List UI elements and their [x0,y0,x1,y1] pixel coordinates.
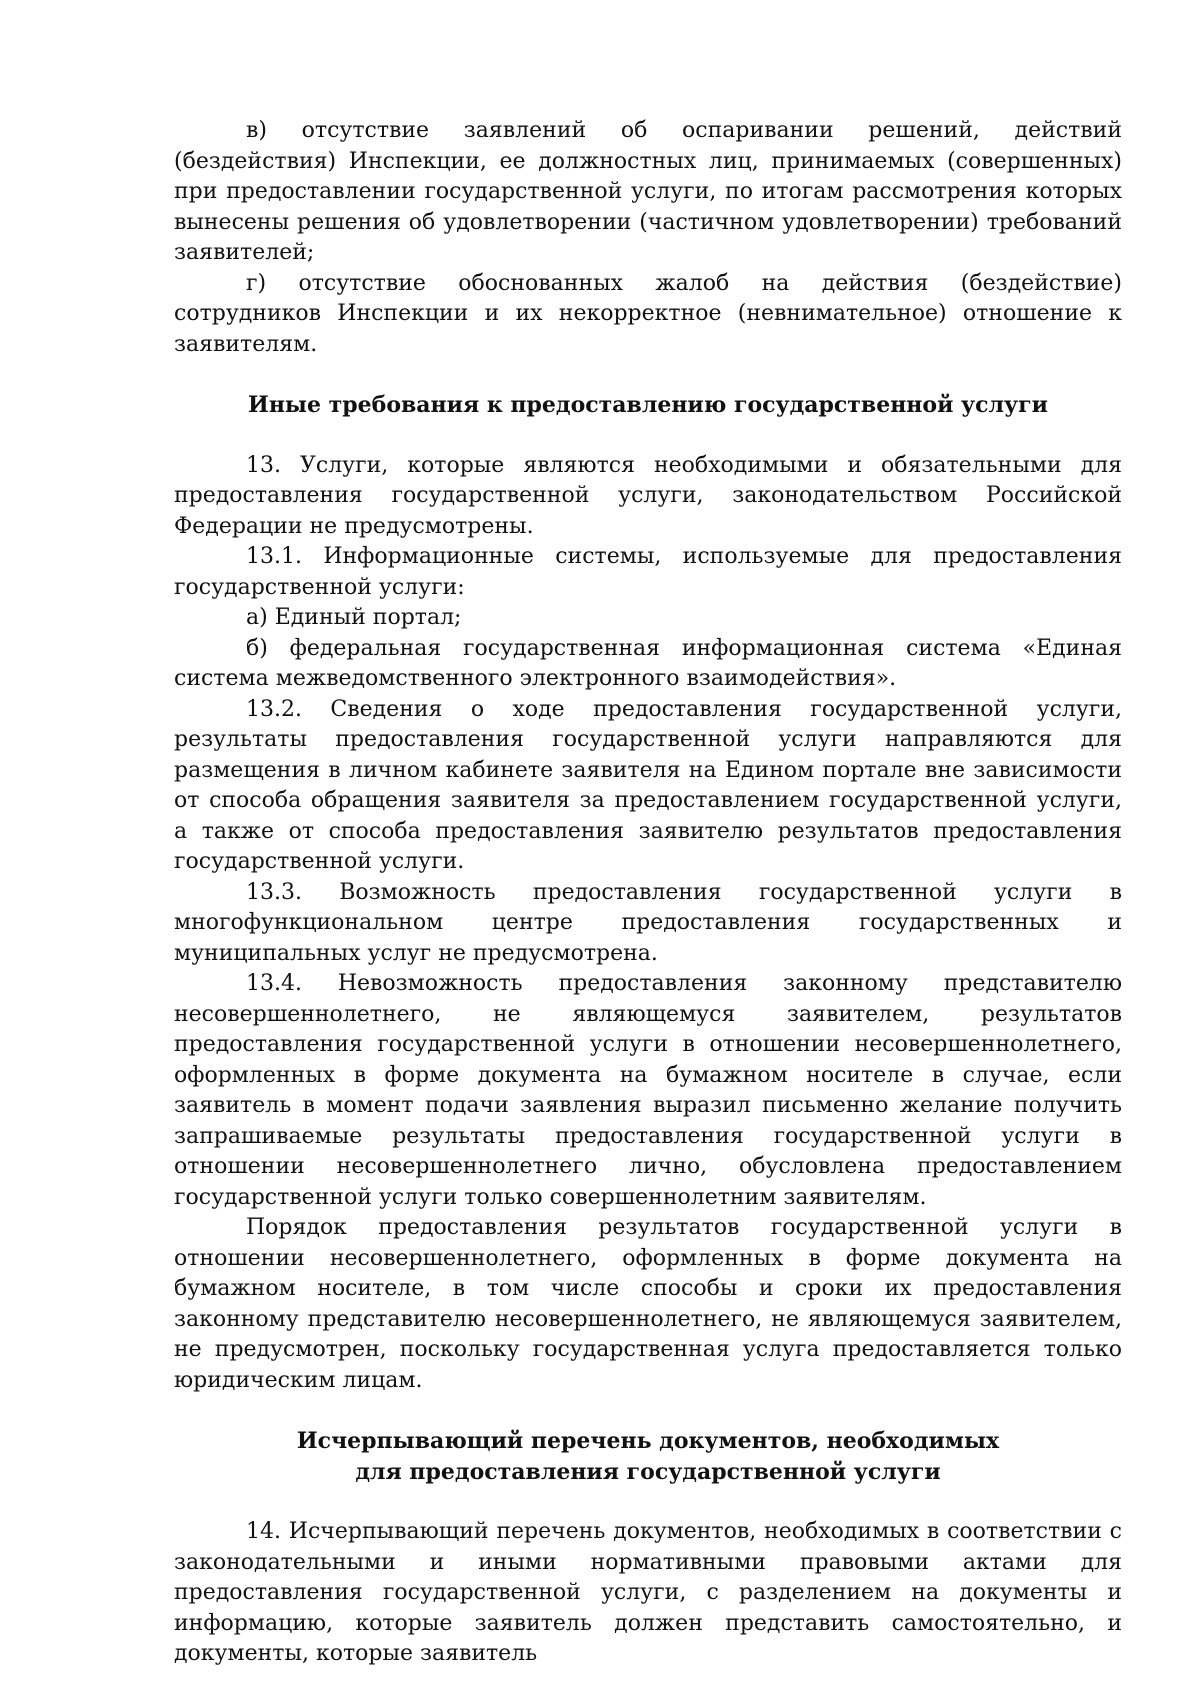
section-heading-documents-list [174,1426,1122,1487]
paragraph-13-2: 13.2. Сведения о ходе предоставления государственной услуги, результаты предоставления государственной услуги направляются для размещения в личном кабинете заявителя на Едином портале вне зависимости от способа обращения заявителя за предоставлением государственной услуги, а также от способа предоставления заявителю результатов предоставления государственной услуги. [174,696,1122,874]
paragraph-13-1-b: б) федеральная государственная информационная система «Единая система межведомственного электронного взаимодействия». [174,635,1122,691]
paragraph-order: Порядок предоставления результатов государственной услуги в отношении несовершеннолетнего, оформленных в форме документа на бумажном носителе, в том числе способы и сроки их предоставления законному представителю несовершеннолетнего, не являющемуся заявителем, не предусмотрен, поскольку государственная услуга предоставляется только юридическим лицам. [174,1215,1122,1393]
paragraph-g: г) отсутствие обоснованных жалоб на действия (бездействие) сотрудников Инспекции и их некорректное (невнимательное) отношение к заявителям. [174,270,1122,357]
paragraph-v: в) отсутствие заявлений об оспаривании решений, действий (бездействия) Инспекции, ее должностных лиц, принимаемых (совершенных) при предоставлении государственной услуги, по итогам рассмотрения которых вынесены решения об удовлетворении (частичном удовлетворении) требований заявителей; [174,118,1122,265]
section-heading-other-requirements: Иные требования к предоставлению государственной услуги [248,392,1048,418]
paragraph-13: 13. Услуги, которые являются необходимыми и обязательными для предоставления государственной услуги, законодательством Российской Федерации не предусмотрены. [174,452,1122,539]
section-heading-line-2: для предоставления государственной услуги [355,1458,941,1485]
document-page [174,116,1122,1670]
paragraph-13-1: 13.1. Информационные системы, используемые для предоставления государственной услуги: [174,544,1122,600]
paragraph-13-3: 13.3. Возможность предоставления государственной услуги в многофункциональном центре предоставления государственных и муниципальных услуг не предусмотрена. [174,879,1122,966]
paragraph-13-1-a: а) Единый портал; [246,605,462,630]
section-heading-line-1: Исчерпывающий перечень документов, необходимых [296,1428,1000,1454]
paragraph-14: 14. Исчерпывающий перечень документов, необходимых в соответствии с законодательными и иными нормативными правовыми актами для предоставления государственной услуги, с разделением на документы и информацию, которые заявитель должен представить самостоятельно, и документы, которые заявитель [174,1519,1122,1666]
paragraph-13-4: 13.4. Невозможность предоставления законному представителю несовершеннолетнего, не являющемуся заявителем, результатов предоставления государственной услуги в отношении несовершеннолетнего, оформленных в форме документа на бумажном носителе в случае, если заявитель в момент подачи заявления выразил письменно желание получить запрашиваемые результаты предоставления государственной услуги в отношении несовершеннолетнего лично, обусловлена предоставлением государственной услуги только совершеннолетним заявителям. [174,971,1122,1210]
